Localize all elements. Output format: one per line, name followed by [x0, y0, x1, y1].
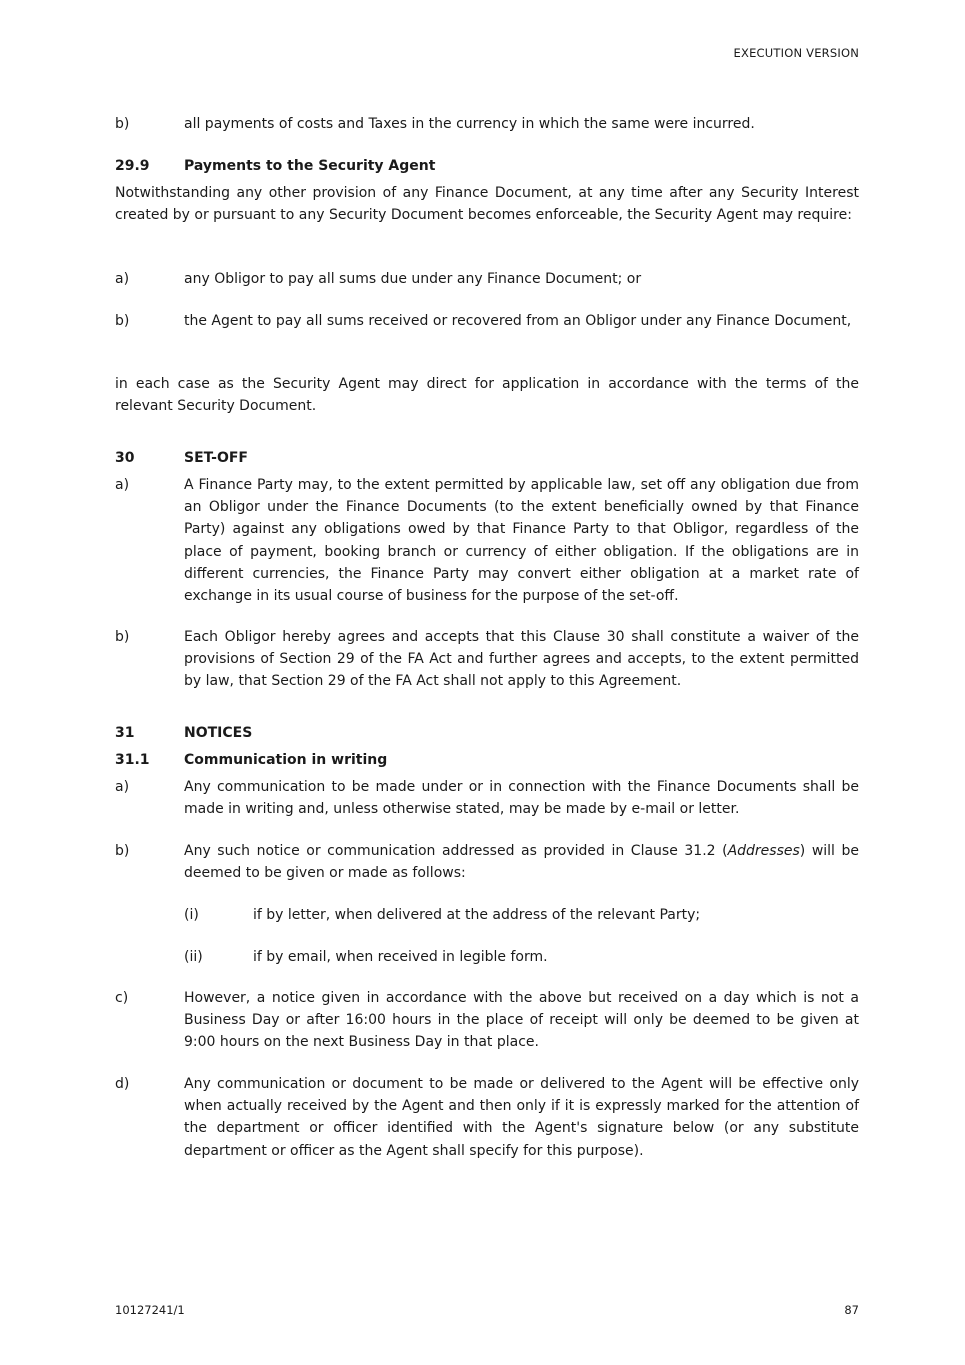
clause-title: NOTICES [184, 725, 253, 741]
clause-31-1-d [115, 1073, 859, 1162]
item-text-end: ) will be deemed to be given or made as follows: [184, 843, 859, 882]
item-label: a) [115, 271, 130, 287]
clause-title: Communication in writing [184, 752, 388, 768]
item-label: b) [115, 629, 130, 645]
footer-doc-ref: 10127241/1 [115, 1303, 185, 1317]
item-text-start: Any such notice or communication addressed as provided in Clause 31.2 ( [184, 843, 728, 859]
clause-29-9-closing: in each case as the Security Agent may direct for application in accordance with the terms of the relevant Security Document. [115, 376, 859, 415]
footer-page-number: 87 [844, 1303, 859, 1317]
item-text: all payments of costs and Taxes in the currency in which the same were incurred. [184, 116, 755, 132]
clause-30-heading [115, 447, 859, 469]
item-label: c) [115, 990, 129, 1006]
clause-31-1-c [115, 987, 859, 1054]
clause-31-1-b-ii [115, 946, 859, 968]
clause-number: 31 [115, 725, 135, 741]
subitem-label: (ii) [184, 949, 203, 965]
clause-29-8-b [115, 113, 859, 135]
item-label: b) [115, 843, 130, 859]
subitem-text: if by letter, when delivered at the address of the relevant Party; [253, 907, 701, 923]
clause-31-1-b-i [115, 904, 859, 926]
clause-31-1-a [115, 776, 859, 820]
clause-29-9-b [115, 310, 859, 332]
item-text [184, 840, 859, 884]
clause-29-9-intro: Notwithstanding any other provision of any Finance Document, at any time after any Security Interest created by or pursuant to any Security Document becomes enforceable, the Security Agent may require: [115, 185, 859, 224]
item-text-italic: Addresses [727, 843, 800, 859]
clause-30-b [115, 626, 859, 693]
clause-31-heading [115, 722, 859, 744]
clause-30-a [115, 474, 859, 607]
clause-title: Payments to the Security Agent [184, 158, 436, 174]
clause-number: 31.1 [115, 752, 150, 768]
item-label: a) [115, 477, 130, 493]
clause-number: 30 [115, 450, 135, 466]
item-text: Any communication or document to be made or delivered to the Agent will be effective only when actually received by the Agent and then only if it is expressly marked for the attention of the department or officer identified with the Agent's signature below (or any substitute department or officer as the Agent shall specify for this purpose). [184, 1076, 859, 1159]
item-text: the Agent to pay all sums received or recovered from an Obligor under any Finance Document, [184, 313, 852, 329]
item-text: However, a notice given in accordance with the above but received on a day which is not a Business Day or after 16:00 hours in the place of receipt will only be deemed to be given at 9:00 hours on the next Business Day in that place. [184, 990, 859, 1051]
item-label: b) [115, 116, 130, 132]
clause-31-1-b [115, 840, 859, 884]
item-label: a) [115, 779, 130, 795]
item-label: b) [115, 313, 130, 329]
subitem-text: if by email, when received in legible form. [253, 949, 548, 965]
item-text: any Obligor to pay all sums due under any Finance Document; or [184, 271, 642, 287]
clause-title: SET-OFF [184, 450, 248, 466]
item-text: Any communication to be made under or in connection with the Finance Documents shall be made in writing and, unless otherwise stated, may be made by e-mail or letter. [184, 779, 859, 818]
clause-29-9-a [115, 268, 859, 290]
clause-number: 29.9 [115, 158, 150, 174]
subitem-label: (i) [184, 907, 199, 923]
item-label: d) [115, 1076, 130, 1092]
clause-29-9-heading [115, 155, 859, 177]
item-text: A Finance Party may, to the extent permitted by applicable law, set off any obligation due from an Obligor under the Finance Documents (to the extent beneficially owned by that Finance Party) against any obligations owed by that Finance Party to that Obligor, regardless of the place of payment, booking branch or currency of either obligation. If the obligations are in different currencies, the Finance Party may convert either obligation at a market rate of exchange in its usual course of business for the purpose of the set-off. [184, 477, 859, 605]
item-text: Each Obligor hereby agrees and accepts that this Clause 30 shall constitute a waiver of the provisions of Section 29 of the FA Act and further agrees and accepts, to the extent permitted by law, that Section 29 of the FA Act shall not apply to this Agreement. [184, 629, 859, 690]
clause-31-1-heading [115, 749, 859, 771]
header-version: EXECUTION VERSION [733, 46, 859, 60]
